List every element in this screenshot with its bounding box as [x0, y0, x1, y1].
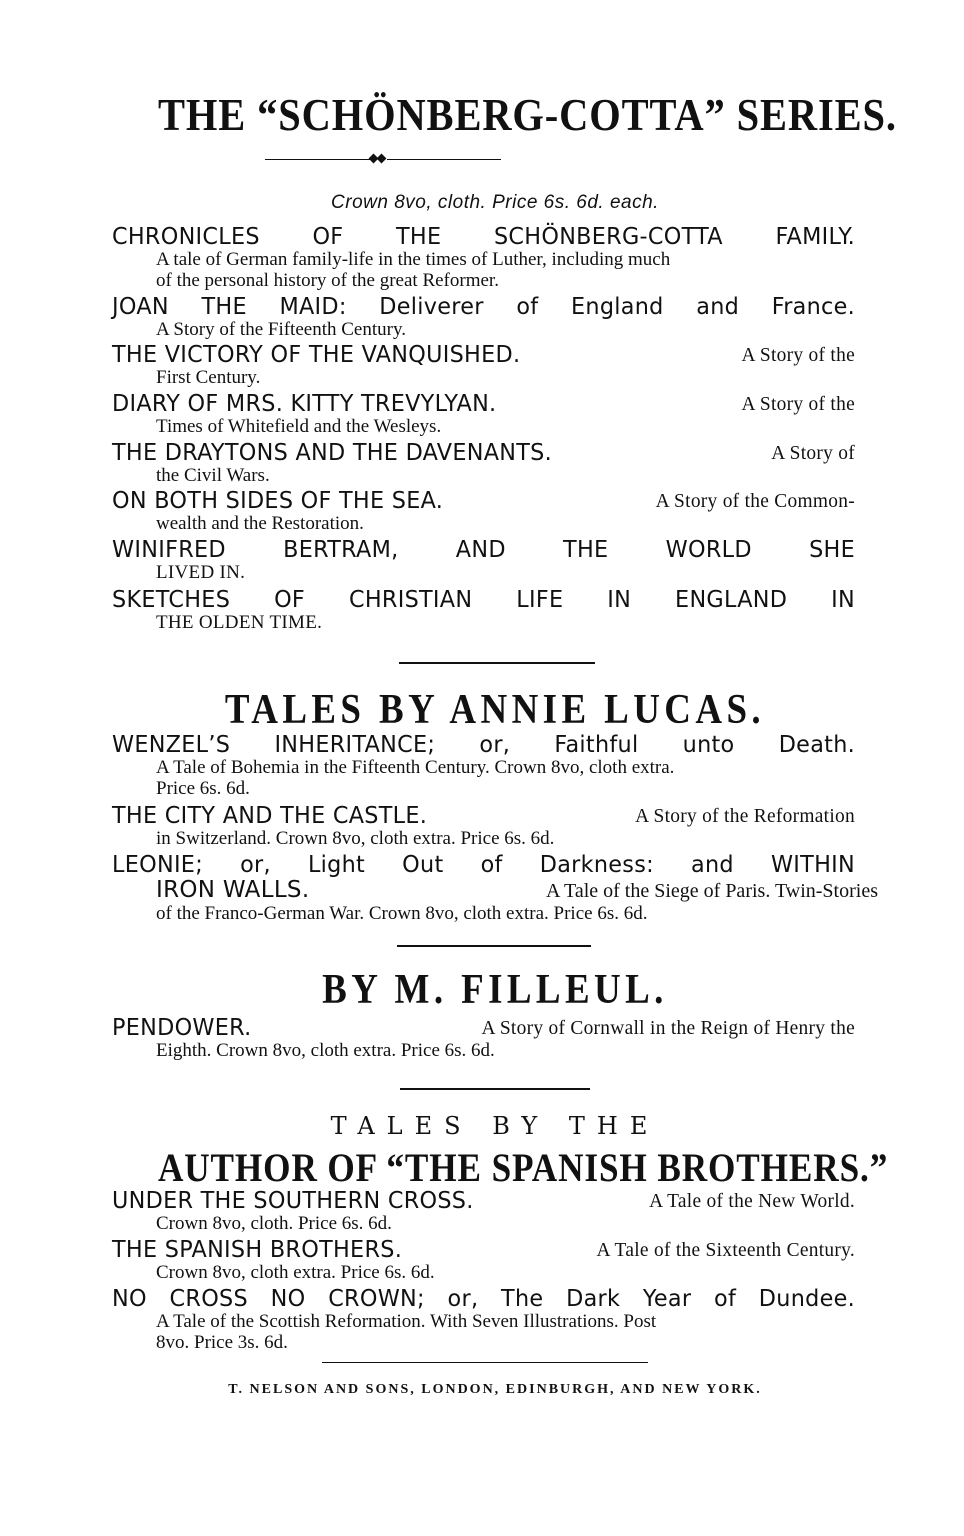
- entry-description: A tale of German family-life in the times of Luther, including much: [156, 249, 671, 270]
- list-item: [112, 296, 878, 340]
- section-divider: [397, 945, 591, 947]
- entry-title: JOAN THE MAID: Deliverer of England and France.: [112, 294, 856, 320]
- entry-title: WENZEL’S INHERITANCE; or, Faithful unto Death.: [112, 732, 856, 758]
- list-item: [112, 1239, 878, 1283]
- entry-continuation: LIVED IN.: [156, 562, 246, 583]
- series-title: THE “SCHÖNBERG-COTTA” SERIES.: [157, 89, 897, 140]
- entry-title: CHRONICLES OF THE SCHÖNBERG-COTTA FAMILY.: [112, 224, 856, 250]
- section-title-filleul: BY M. FILLEUL.: [322, 967, 668, 1013]
- list-item: [112, 805, 878, 849]
- list-item: [112, 1288, 878, 1353]
- entry-title: NO CROSS NO CROWN; or, The Dark Year of Dundee.: [112, 1286, 856, 1312]
- entry-description: A Tale of the Scottish Reformation. With Seven Illustrations. Post: [156, 1311, 657, 1332]
- section-title-spanish: AUTHOR OF “THE SPANISH BROTHERS.”: [157, 1145, 889, 1190]
- entry-title: THE DRAYTONS AND THE DAVENANTS.: [112, 440, 553, 466]
- entry-continuation: THE OLDEN TIME.: [156, 612, 323, 633]
- entry-description: 8vo. Price 3s. 6d.: [156, 1332, 288, 1353]
- entry-description: A Tale of the Siege of Paris. Twin-Stories: [546, 880, 878, 902]
- list-item: [112, 734, 878, 799]
- list-item: [112, 490, 878, 534]
- section-pretitle-spanish: TALES BY THE: [330, 1112, 660, 1140]
- entry-description: Eighth. Crown 8vo, cloth extra. Price 6s. 6d.: [156, 1040, 495, 1061]
- entry-title: UNDER THE SOUTHERN CROSS.: [112, 1188, 474, 1214]
- entry-description: of the personal history of the great Reformer.: [156, 270, 499, 291]
- entry-tail: A Story of Cornwall in the Reign of Henry the: [481, 1017, 856, 1039]
- entry-continuation: IRON WALLS.: [156, 877, 310, 903]
- entry-description: First Century.: [156, 367, 261, 388]
- series-subtitle: Crown 8vo, cloth. Price 6s. 6d. each.: [331, 192, 659, 213]
- entry-title: PENDOWER.: [112, 1015, 252, 1041]
- entry-description: wealth and the Restoration.: [156, 513, 364, 534]
- section-title-lucas: TALES BY ANNIE LUCAS.: [224, 687, 766, 733]
- entry-description: the Civil Wars.: [156, 465, 270, 486]
- entry-tail: A Tale of the Sixteenth Century.: [596, 1239, 856, 1261]
- entry-description: A Tale of Bohemia in the Fifteenth Century. Crown 8vo, cloth extra.: [156, 757, 675, 778]
- entry-tail: A Story of the Common-: [655, 490, 856, 512]
- entry-description: of the Franco-German War. Crown 8vo, cloth extra. Price 6s. 6d.: [156, 903, 648, 924]
- entry-description: Times of Whitefield and the Wesleys.: [156, 416, 442, 437]
- entry-tail: A Story of the Reformation: [635, 805, 856, 827]
- list-item: [112, 589, 878, 633]
- list-item: [112, 854, 878, 924]
- list-item: [112, 1017, 878, 1061]
- list-item: [112, 539, 878, 583]
- list-item: [112, 393, 878, 437]
- entry-description: A Story of the Fifteenth Century.: [156, 319, 406, 340]
- section-divider: [322, 1362, 648, 1363]
- list-item: [112, 226, 878, 291]
- entry-title: DIARY OF MRS. KITTY TREVYLYAN.: [112, 391, 497, 417]
- section-divider: [400, 1088, 590, 1090]
- list-item: [112, 1190, 878, 1234]
- entry-tail: A Tale of the New World.: [649, 1190, 856, 1212]
- entry-title: THE SPANISH BROTHERS.: [112, 1237, 403, 1263]
- entry-title: SKETCHES OF CHRISTIAN LIFE IN ENGLAND IN: [112, 587, 856, 613]
- entry-tail: A Story of: [771, 442, 856, 464]
- publisher-footer: T. NELSON AND SONS, LONDON, EDINBURGH, AND NEW YORK.: [228, 1382, 762, 1397]
- entry-title: THE VICTORY OF THE VANQUISHED.: [112, 342, 521, 368]
- list-item: [112, 442, 878, 486]
- entry-title: LEONIE; or, Light Out of Darkness: and WITHIN: [112, 852, 856, 878]
- entry-title: WINIFRED BERTRAM, AND THE WORLD SHE: [112, 537, 856, 563]
- entry-tail: A Story of the: [741, 344, 856, 366]
- entry-description: Crown 8vo, cloth. Price 6s. 6d.: [156, 1213, 392, 1234]
- entry-description: Crown 8vo, cloth extra. Price 6s. 6d.: [156, 1262, 435, 1283]
- entry-tail: A Story of the: [741, 393, 856, 415]
- entry-title: ON BOTH SIDES OF THE SEA.: [112, 488, 444, 514]
- entry-description: in Switzerland. Crown 8vo, cloth extra. Price 6s. 6d.: [156, 828, 555, 849]
- section-divider: [399, 662, 595, 664]
- entry-title: THE CITY AND THE CASTLE.: [112, 803, 428, 829]
- ornament-divider: [265, 150, 501, 170]
- list-item: [112, 344, 878, 388]
- entry-description: Price 6s. 6d.: [156, 778, 250, 799]
